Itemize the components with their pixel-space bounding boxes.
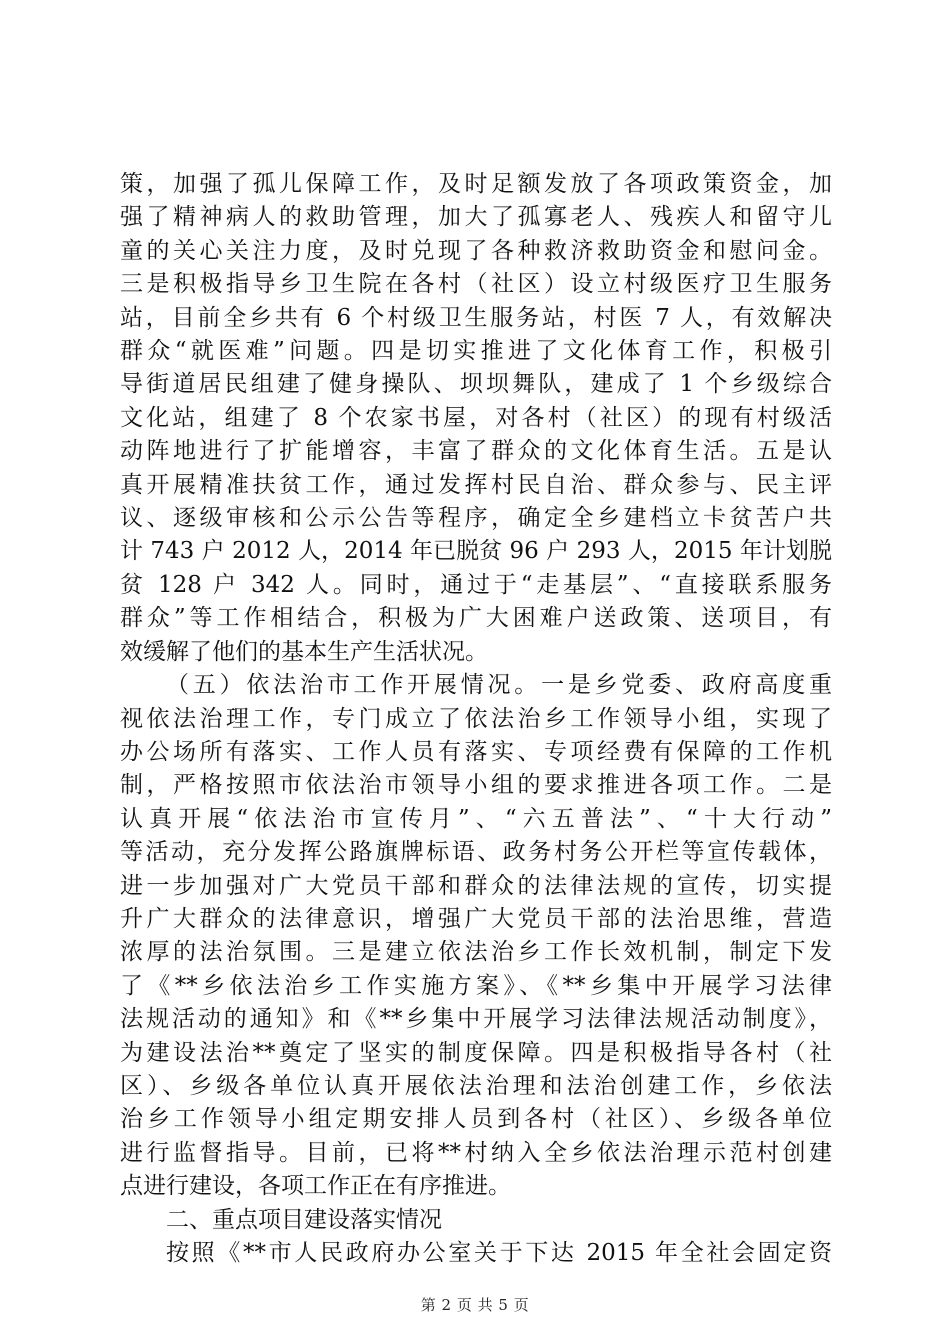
text-line: 导街道居民组建了健身操队、坝坝舞队，建成了 1 个乡级综合 [120,371,832,398]
text-line: 效缓解了他们的基本生产生活状况。 [120,638,488,665]
text-line: 区）、乡级各单位认真开展依法治理和法治创建工作，乡依法 [120,1072,832,1099]
text-line: 了《**乡依法治乡工作实施方案》、《**乡集中开展学习法律 [120,972,832,999]
text-line: 治乡工作领导小组定期安排人员到各村（社区）、乡级各单位 [120,1106,832,1133]
paragraph-4 [120,1237,832,1270]
text-line: （五）依法治市工作开展情况。一是乡党委、政府高度重 [166,672,832,699]
paragraph-2 [120,669,832,1204]
text-line: 策，加强了孤儿保障工作，及时足额发放了各项政策资金，加 [120,171,832,197]
text-line: 为建设法治**奠定了坚实的制度保障。四是积极指导各村（社 [120,1039,832,1066]
text-line: 办公场所有落实、工作人员有落实、专项经费有保障的工作机 [120,738,832,765]
paragraph-1 [120,168,832,669]
text-line: 视依法治理工作，专门成立了依法治乡工作领导小组，实现了 [120,705,832,732]
text-line: 升广大群众的法律意识，增强广大党员干部的法治思维，营造 [120,905,832,932]
text-line: 童的关心关注力度，及时兑现了各种救济救助资金和慰问金。 [120,237,832,264]
document-body [120,168,832,1270]
text-line: 认真开展“依法治市宣传月”、“六五普法”、“十大行动” [120,805,832,832]
text-line: 计 743 户 2012 人，2014 年已脱贫 96 户 293 人，2015 年计划脱 [120,538,832,565]
page-number-label: 第 2 页 共 5 页 [420,1296,530,1314]
text-line: 点进行建设，各项工作正在有序推进。 [120,1173,511,1200]
text-line: 按照《**市人民政府办公室关于下达 2015 年全社会固定资 [166,1240,832,1266]
text-line: 强了精神病人的救助管理，加大了孤寡老人、残疾人和留守儿 [120,204,832,231]
text-line: 三是积极指导乡卫生院在各村（社区）设立村级医疗卫生服务 [120,271,832,298]
text-line: 群众”等工作相结合，积极为广大困难户送政策、送项目，有 [120,605,832,632]
text-line: 法规活动的通知》和《**乡集中开展学习法律法规活动制度》， [120,1006,832,1033]
text-line: 等活动，充分发挥公路旗牌标语、政务村务公开栏等宣传载体， [120,839,832,866]
text-line: 群众“就医难”问题。四是切实推进了文化体育工作，积极引 [120,338,832,365]
text-line: 动阵地进行了扩能增容，丰富了群众的文化体育生活。五是认 [120,438,832,465]
text-line: 制，严格按照市依法治市领导小组的要求推进各项工作。二是 [120,772,832,799]
text-line: 进行监督指导。目前，已将**村纳入全乡依法治理示范村创建 [120,1139,832,1166]
text-line: 浓厚的法治氛围。三是建立依法治乡工作长效机制，制定下发 [120,939,832,966]
heading-text: 二、重点项目建设落实情况 [166,1206,442,1233]
text-line: 议、逐级审核和公示公告等程序，确定全乡建档立卡贫苦户共 [120,505,832,532]
text-line: 贫 128 户 342 人。同时，通过于“走基层”、“直接联系服务 [120,571,832,598]
text-line: 进一步加强对广大党员干部和群众的法律法规的宣传，切实提 [120,872,832,899]
text-line: 真开展精准扶贫工作，通过发挥村民自治、群众参与、民主评 [120,471,832,498]
page-footer [0,1294,950,1315]
text-line: 站，目前全乡共有 6 个村级卫生服务站，村医 7 人，有效解决 [120,304,832,331]
section-heading [120,1204,832,1237]
text-line: 文化站，组建了 8 个农家书屋，对各村（社区）的现有村级活 [120,404,832,431]
